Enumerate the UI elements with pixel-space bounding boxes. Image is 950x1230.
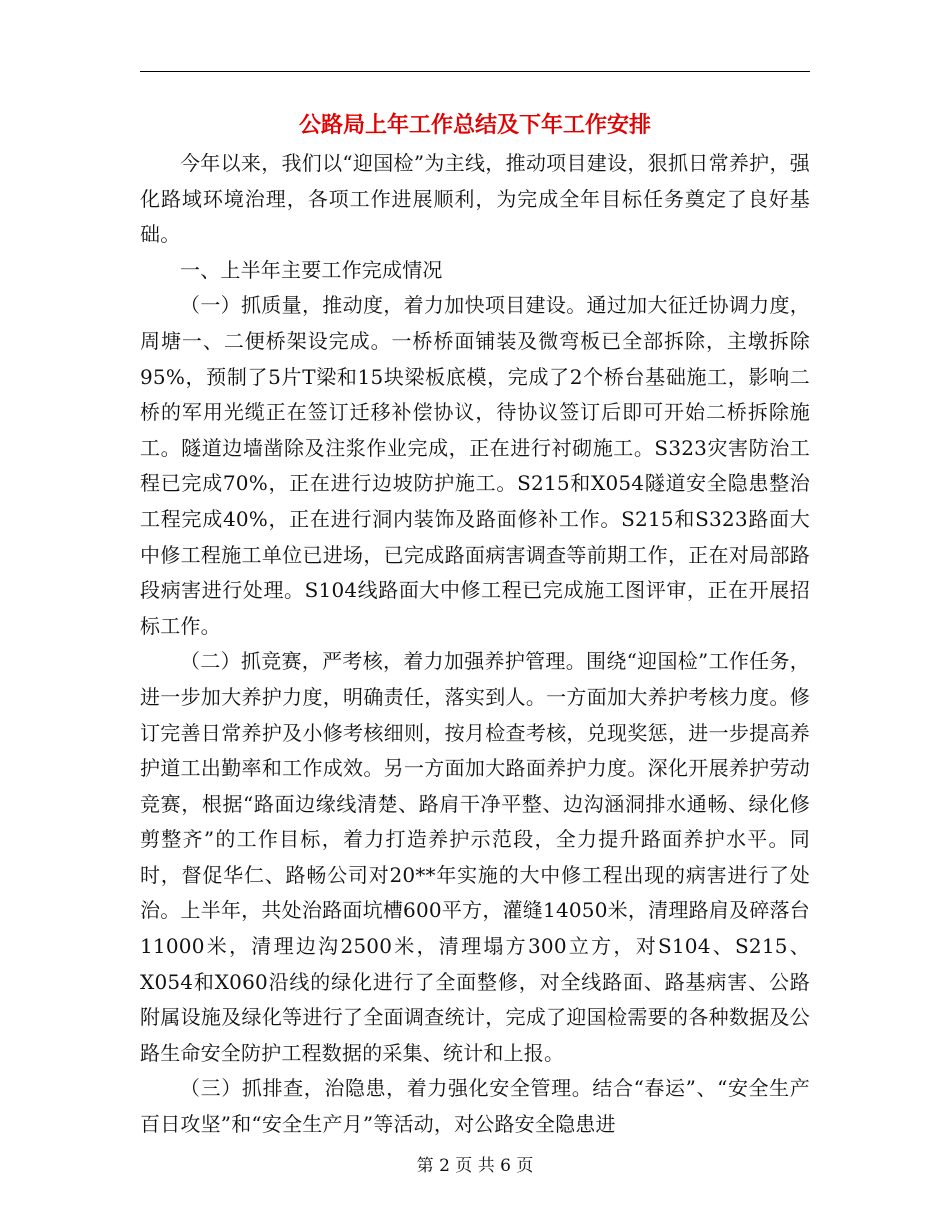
header-rule (140, 71, 810, 72)
paragraph-maintenance-management: （二）抓竞赛，严考核，着力加强养护管理。围绕“迎国检”工作任务，进一步加大养护力度，明确责任，落实到人。一方面加大养护考核力度。修订完善日常养护及小修考核细则，按月检查考核，兑现奖惩，进一步提高养护道工出勤率和工作成效。另一方面加大路面养护力度。深化开展养护劳动竞赛，根据“路面边缘线清楚、路肩干净平整、边沟涵洞排水通畅、绿化修剪整齐”的工作目标，着力打造养护示范段，全力提升路面养护水平。同时，督促华仁、路畅公司对20**年实施的大中修工程出现的病害进行了处治。上半年，共处治路面坑槽600平方，灌缝14050米，清理路肩及碎落台11000米，清理边沟2500米，清理塌方300立方，对S104、S215、X054和X060沿线的绿化进行了全面整修，对全线路面、路基病害、公路附属设施及绿化等进行了全面调查统计，完成了迎国检需要的各种数据及公路生命安全防护工程数据的采集、统计和上报。 (140, 649, 810, 1065)
document-body (140, 146, 810, 1143)
paragraph-project-construction: （一）抓质量，推动度，着力加快项目建设。通过加大征迁协调力度，周塘一、二便桥架设完成。一桥桥面铺装及微弯板已全部拆除，主墩拆除95%，预制了5片T梁和15块梁板底模，完成了2个桥台基础施工，影响二桥的军用光缆正在签订迁移补偿协议，待协议签订后即可开始二桥拆除施工。隧道边墙凿除及注浆作业完成，正在进行衬砌施工。S323灾害防治工程已完成70%，正在进行边坡防护施工。S215和X054隧道安全隐患整治工程完成40%，正在进行洞内装饰及路面修补工作。S215和S323路面大中修工程施工单位已进场，已完成路面病害调查等前期工作，正在对局部路段病害进行处理。S104线路面大中修工程已完成施工图评审，正在开展招标工作。 (140, 293, 810, 638)
document-title: 公路局上年工作总结及下年工作安排 (298, 112, 651, 138)
paragraph-intro: 今年以来，我们以“迎国检”为主线，推动项目建设，狠抓日常养护，强化路域环境治理，各项工作进展顺利，为完成全年目标任务奠定了良好基础。 (140, 151, 810, 247)
section-heading-1: 一、上半年主要工作完成情况 (180, 257, 443, 282)
paragraph-safety-management: （三）抓排查，治隐患，着力强化安全管理。结合“春运”、“安全生产百日攻坚”和“安全生产月”等活动，对公路安全隐患进 (140, 1076, 810, 1137)
page-number-footer: 第 2 页 共 6 页 (416, 1156, 534, 1176)
